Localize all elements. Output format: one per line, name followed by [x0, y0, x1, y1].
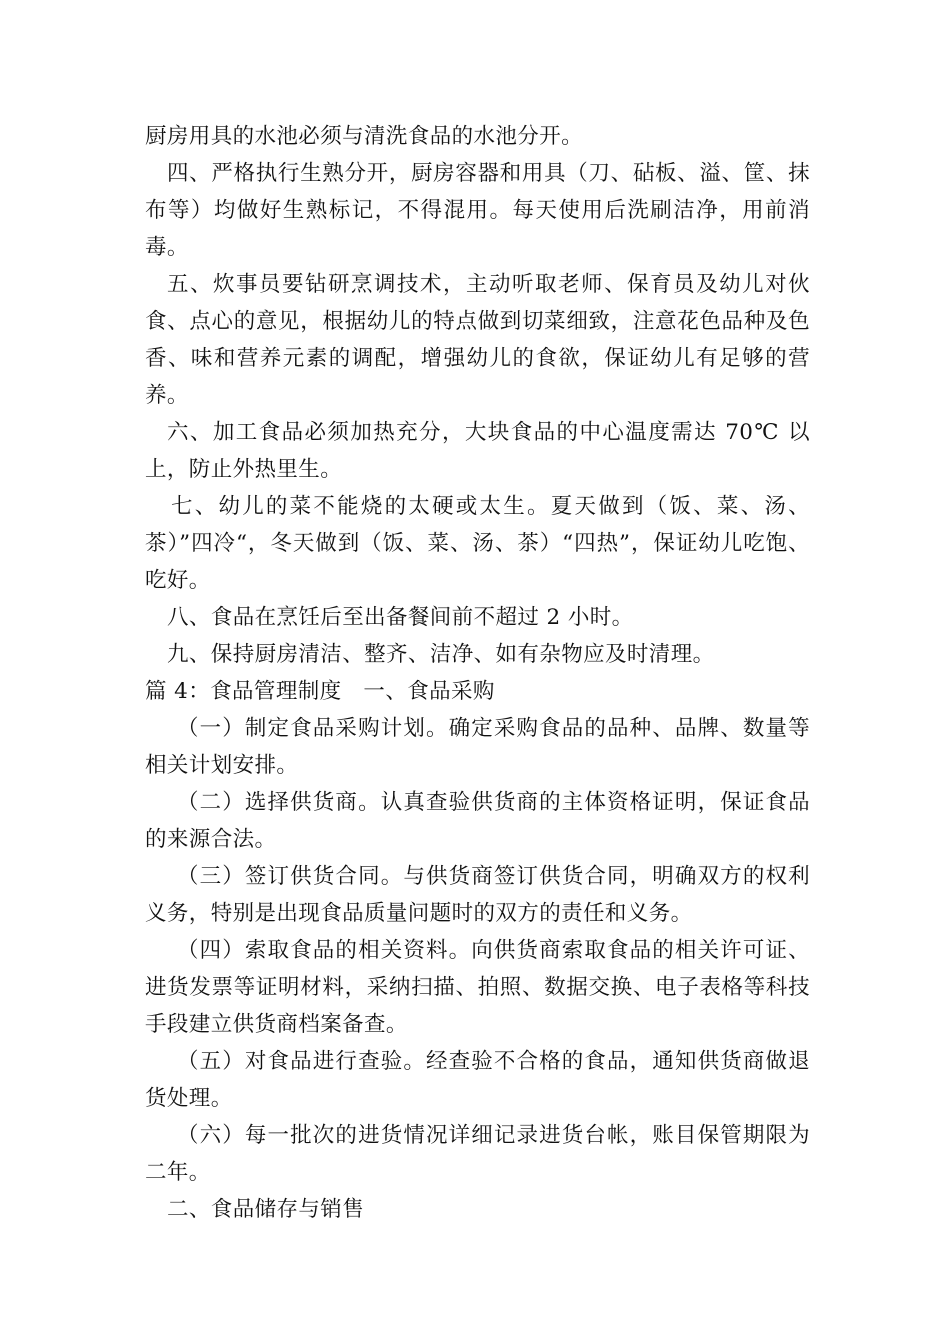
paragraph-sink-separation: 厨房用具的水池必须与清洗食品的水池分开。	[145, 124, 584, 149]
paragraph-rule-8: 八、食品在烹饪后至出备餐间前不超过 2 小时。	[167, 605, 634, 630]
document-body	[145, 118, 810, 1228]
paragraph-procurement-6: （六）每一批次的进货情况详细记录进货台帐，账目保管期限为二年。	[145, 1123, 810, 1185]
section-heading-part-4: 篇 4：食品管理制度 一、食品采购	[145, 679, 495, 704]
paragraph-rule-6: 六、加工食品必须加热充分，大块食品的中心温度需达 70℃ 以上，防止外热里生。	[145, 420, 810, 482]
section-heading-storage-sales: 二、食品储存与销售	[167, 1197, 365, 1222]
paragraph-procurement-1: （一）制定食品采购计划。确定采购食品的品种、品牌、数量等相关计划安排。	[145, 716, 810, 778]
paragraph-procurement-3: （三）签订供货合同。与供货商签订供货合同，明确双方的权利义务，特别是出现食品质量问题时的双方的责任和义务。	[145, 864, 810, 926]
paragraph-rule-5: 五、炊事员要钻研烹调技术，主动听取老师、保育员及幼儿对伙食、点心的意见，根据幼儿的特点做到切菜细致，注意花色品种及色香、味和营养元素的调配，增强幼儿的食欲，保证幼儿有足够的营养。	[145, 272, 810, 408]
paragraph-procurement-5: （五）对食品进行查验。经查验不合格的食品，通知供货商做退货处理。	[145, 1049, 810, 1111]
paragraph-rule-7: 七、幼儿的菜不能烧的太硬或太生。夏天做到（饭、菜、汤、茶）”四冷“，冬天做到（饭、菜、汤、茶）“四热”，保证幼儿吃饱、吃好。	[145, 494, 810, 593]
paragraph-procurement-4: （四）索取食品的相关资料。向供货商索取食品的相关许可证、进货发票等证明材料，采纳扫描、拍照、数据交换、电子表格等科技手段建立供货商档案备查。	[145, 938, 810, 1037]
paragraph-rule-9: 九、保持厨房清洁、整齐、洁净、如有杂物应及时清理。	[167, 642, 715, 667]
paragraph-procurement-2: （二）选择供货商。认真查验供货商的主体资格证明，保证食品的来源合法。	[145, 790, 810, 852]
paragraph-rule-4: 四、严格执行生熟分开，厨房容器和用具（刀、砧板、溢、筐、抹布等）均做好生熟标记，不得混用。每天使用后洗刷洁净，用前消毒。	[145, 161, 810, 260]
